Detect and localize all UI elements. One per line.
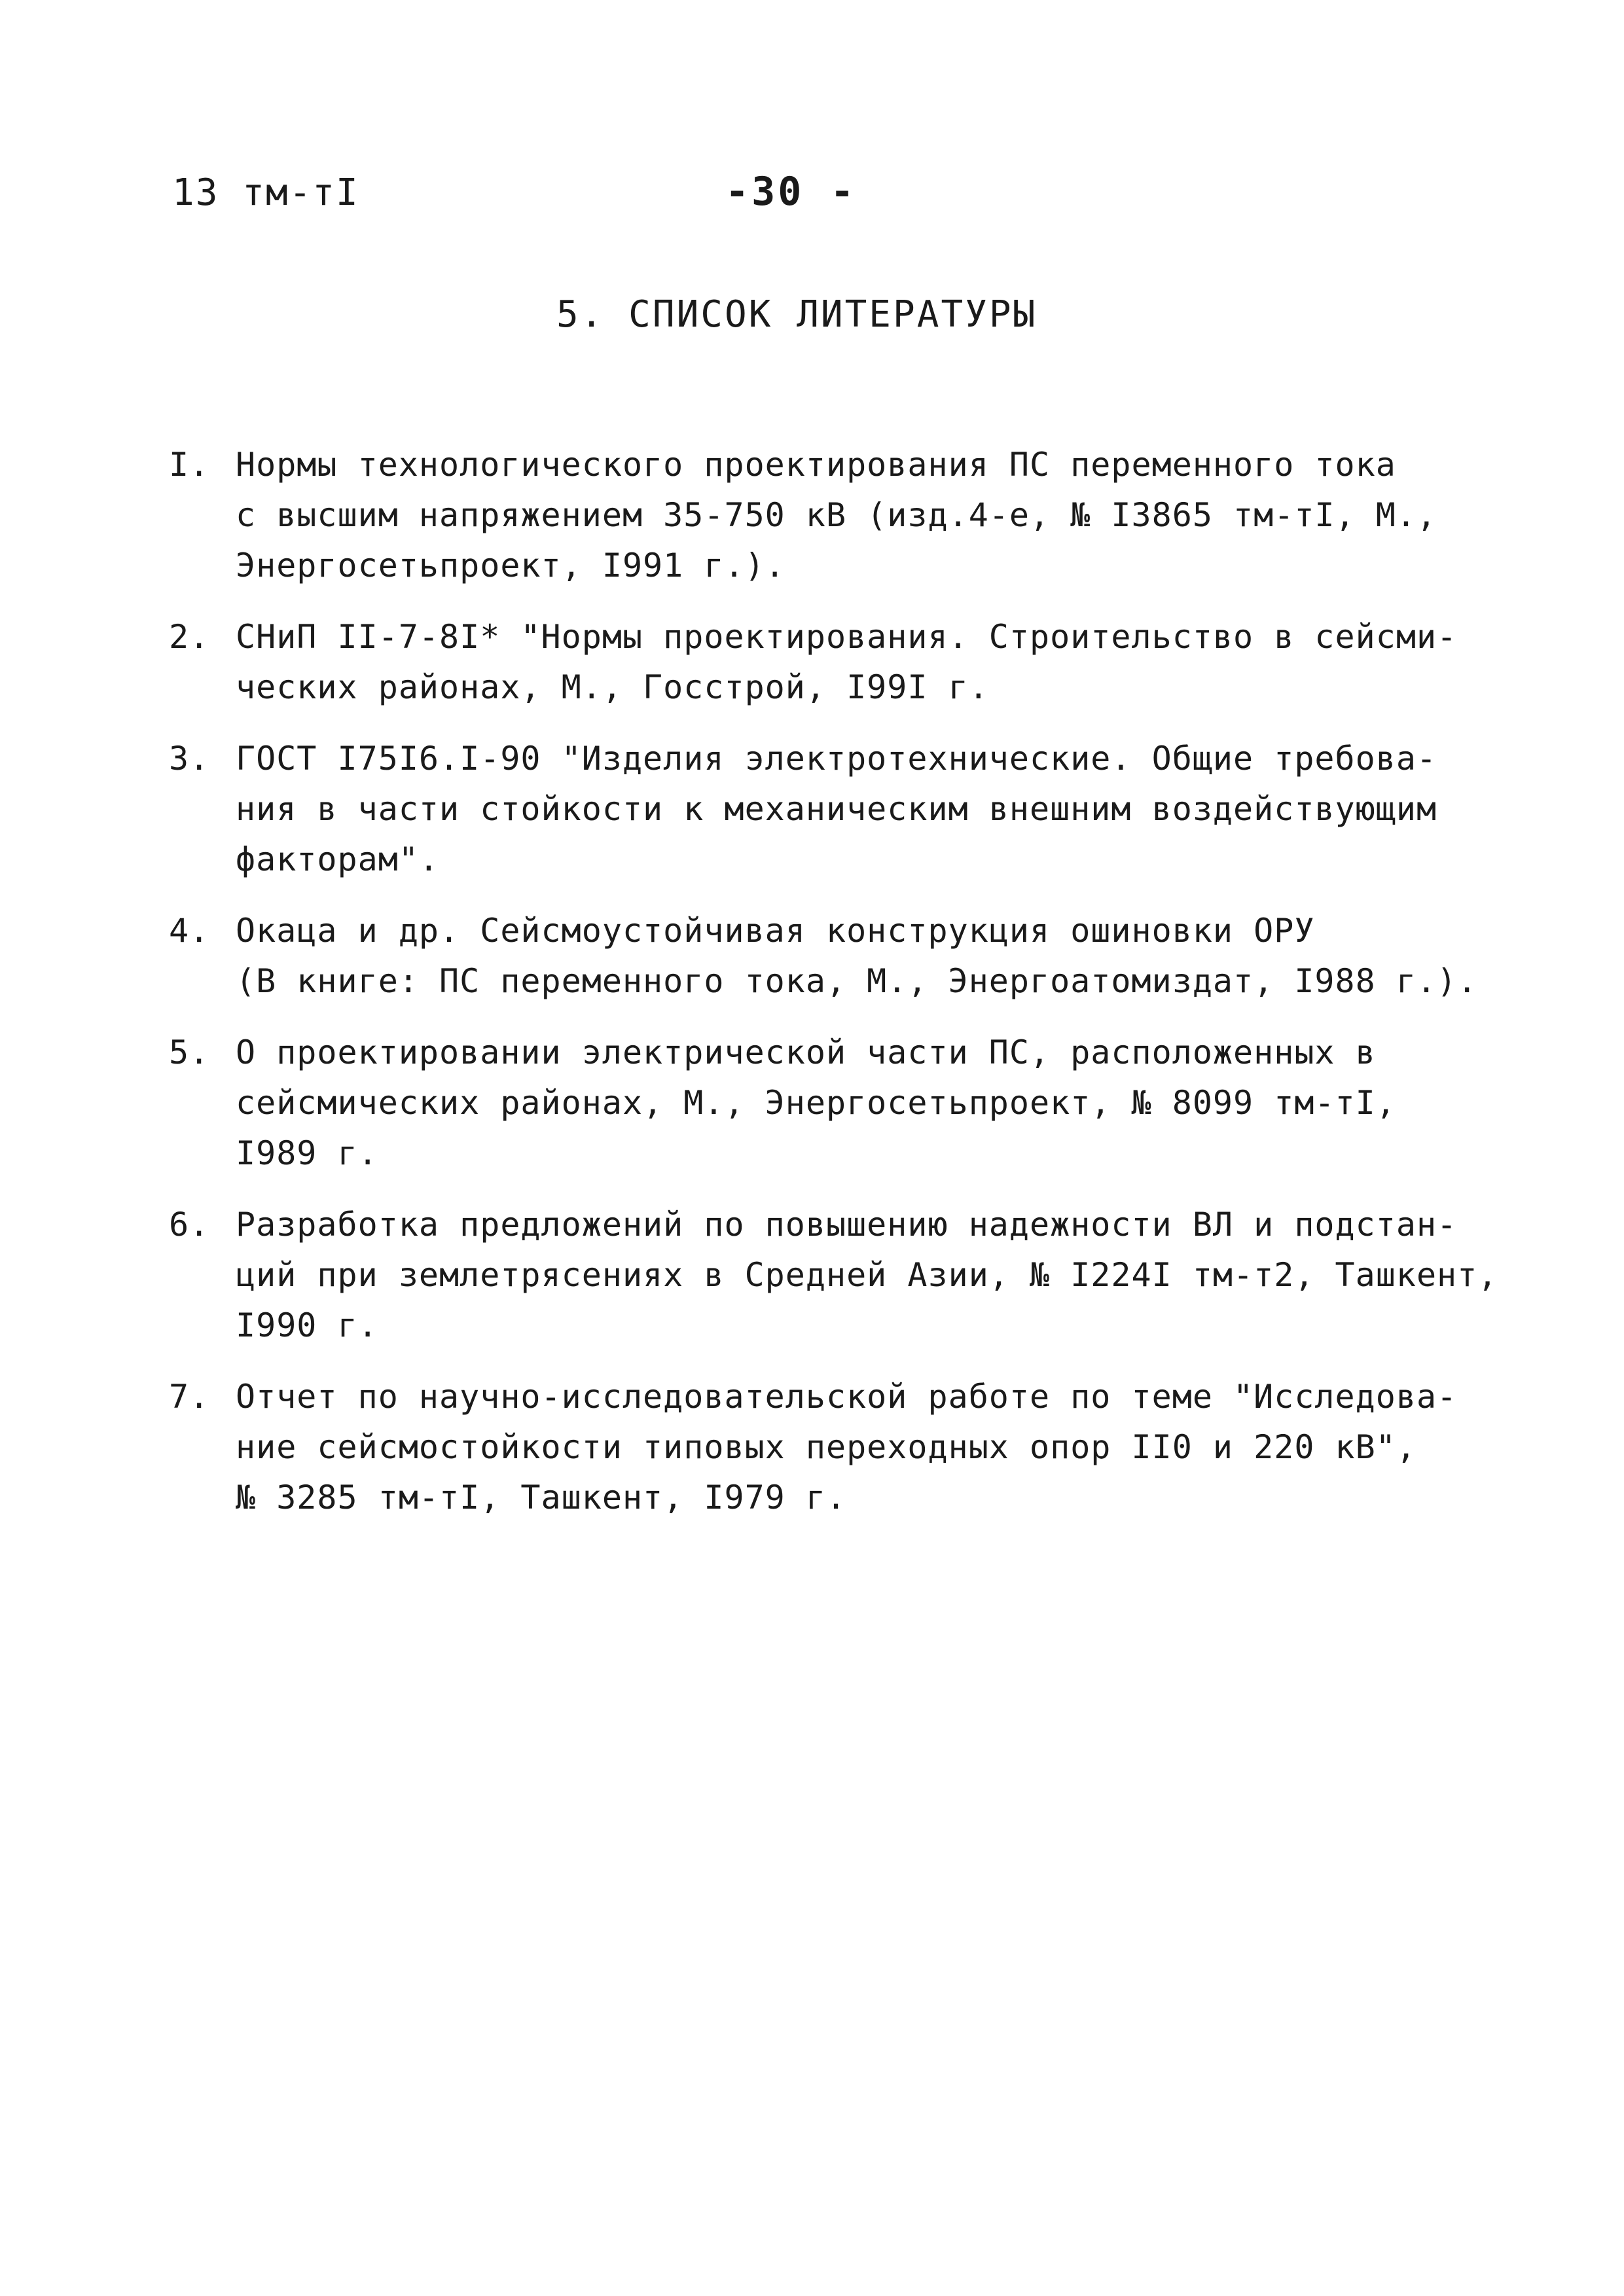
reference-list [169, 440, 1498, 1544]
reference-line: Окаца и др. Сейсмоустойчивая конструкция ошиновки ОРУ [236, 912, 1315, 950]
reference-text [236, 612, 1498, 713]
reference-text [236, 1372, 1498, 1523]
reference-text [236, 906, 1498, 1007]
reference-number: 5. [169, 1033, 210, 1071]
reference-line: № 3285 тм-тI, Ташкент, I979 г. [236, 1479, 847, 1516]
reference-text [236, 1200, 1498, 1351]
reference-line: Разработка предложений по повышению надежности ВЛ и подстан- [236, 1206, 1458, 1244]
reference-item [169, 734, 1498, 885]
reference-number: I. [169, 446, 210, 484]
document-code: 13 тм-тI [172, 171, 359, 214]
reference-line: сейсмических районах, М., Энергосетьпроект, № 8099 тм-тI, [236, 1084, 1396, 1122]
reference-text [236, 734, 1498, 885]
reference-line: Отчет по научно-исследовательской работе по теме "Исследова- [236, 1378, 1458, 1416]
reference-line: факторам". [236, 840, 440, 878]
reference-text [236, 1028, 1498, 1179]
reference-item [169, 1028, 1498, 1179]
reference-number: 4. [169, 912, 210, 950]
reference-line: I990 г. [236, 1306, 378, 1344]
reference-number: 6. [169, 1206, 210, 1244]
page-number: -30 - [725, 169, 857, 215]
section-title: 5. СПИСОК ЛИТЕРАТУРЫ [556, 293, 1038, 336]
reference-item [169, 1200, 1498, 1351]
reference-number: 3. [169, 740, 210, 778]
reference-line: О проектировании электрической части ПС, расположенных в [236, 1033, 1376, 1071]
reference-line: (В книге: ПС переменного тока, М., Энергоатомиздат, I988 г.). [236, 962, 1478, 1000]
reference-line: Нормы технологического проектирования ПС переменного тока [236, 446, 1396, 484]
reference-line: Энергосетьпроект, I991 г.). [236, 547, 785, 584]
reference-item [169, 1372, 1498, 1523]
reference-line: I989 г. [236, 1134, 378, 1172]
reference-number: 7. [169, 1378, 210, 1416]
reference-line: с высшим напряжением 35-750 кВ (изд.4-е, № I3865 тм-тI, М., [236, 496, 1437, 534]
reference-item [169, 612, 1498, 713]
reference-line: ческих районах, М., Госстрой, I99I г. [236, 668, 989, 706]
reference-text [236, 440, 1498, 591]
reference-line: СНиП II-7-8I* "Нормы проектирования. Строительство в сейсми- [236, 618, 1458, 656]
reference-item [169, 440, 1498, 591]
reference-line: ГОСТ I75I6.I-90 "Изделия электротехнические. Общие требова- [236, 740, 1437, 778]
reference-line: ций при землетрясениях в Средней Азии, № I224I тм-т2, Ташкент, [236, 1256, 1498, 1294]
reference-number: 2. [169, 618, 210, 656]
reference-line: ние сейсмостойкости типовых переходных опор II0 и 220 кВ", [236, 1428, 1416, 1466]
reference-item [169, 906, 1498, 1007]
reference-line: ния в части стойкости к механическим внешним воздействующим [236, 790, 1437, 828]
